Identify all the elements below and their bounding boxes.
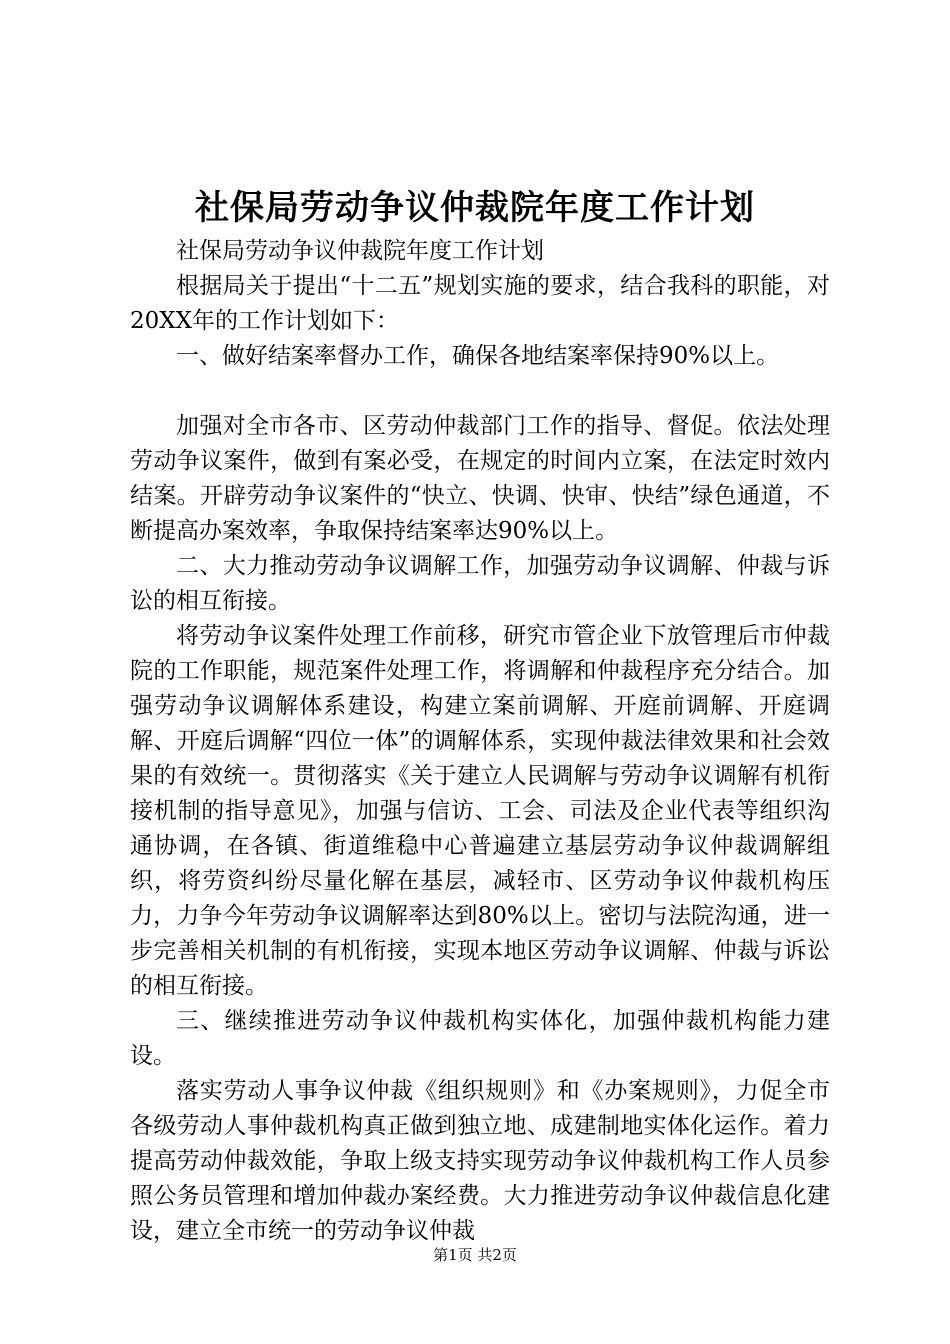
section-heading-1: 一、做好结案率督办工作，确保各地结案率保持90%以上。 [176, 343, 780, 369]
paragraph-section-3: 落实劳动人事争议仲裁《组织规则》和《办案规则》，力促全市各级劳动人事仲裁机构真正做到独立地、成建制地实体化运作。着力提高劳动仲裁效能，争取上级支持实现劳动争议仲裁机构工作人员参照公务员管理和增加仲裁办案经费。大力推进劳动争议仲裁信息化建设，建立全市统一的劳动争议仲裁 [130, 1078, 830, 1244]
document-title: 社保局劳动争议仲裁院年度工作计划 [195, 188, 755, 228]
blank-line [130, 374, 830, 409]
paragraph-subtitle: 社保局劳动争议仲裁院年度工作计划 [176, 238, 544, 264]
paragraph-section-2: 将劳动争议案件处理工作前移，研究市管企业下放管理后市仲裁院的工作职能，规范案件处理工作，将调解和仲裁程序充分结合。加强劳动争议调解体系建设，构建立案前调解、开庭前调解、开庭调解、开庭后调解“四位一体”的调解体系，实现仲裁法律效果和社会效果的有效统一。贯彻落实《关于建立人民调解与劳动争议调解有机衔接机制的指导意见》，加强与信访、工会、司法及企业代表等组织沟通协调，在各镇、街道维稳中心普遍建立基层劳动争议仲裁调解组织，将劳资纠纷尽量化解在基层，减轻市、区劳动争议仲裁机构压力，力争今年劳动争议调解率达到80%以上。密切与法院沟通，进一步完善相关机制的有机衔接，实现本地区劳动争议调解、仲裁与诉讼的相互衔接。 [130, 623, 830, 999]
section-heading-2: 二、大力推动劳动争议调解工作，加强劳动争议调解、仲裁与诉讼的相互衔接。 [130, 553, 830, 614]
paragraph-intro: 根据局关于提出“十二五”规划实施的要求，结合我科的职能，对20XX年的工作计划如下： [130, 273, 830, 334]
page-number-footer: 第1页 共2页 [433, 1246, 517, 1264]
document-body [130, 234, 830, 1249]
paragraph-section-1: 加强对全市各市、区劳动仲裁部门工作的指导、督促。依法处理劳动争议案件，做到有案必受，在规定的时间内立案，在法定时效内结案。开辟劳动争议案件的“快立、快调、快审、快结”绿色通道，不断提高办案效率，争取保持结案率达90%以上。 [130, 413, 830, 544]
section-heading-3: 三、继续推进劳动争议仲裁机构实体化，加强仲裁机构能力建设。 [130, 1008, 830, 1069]
